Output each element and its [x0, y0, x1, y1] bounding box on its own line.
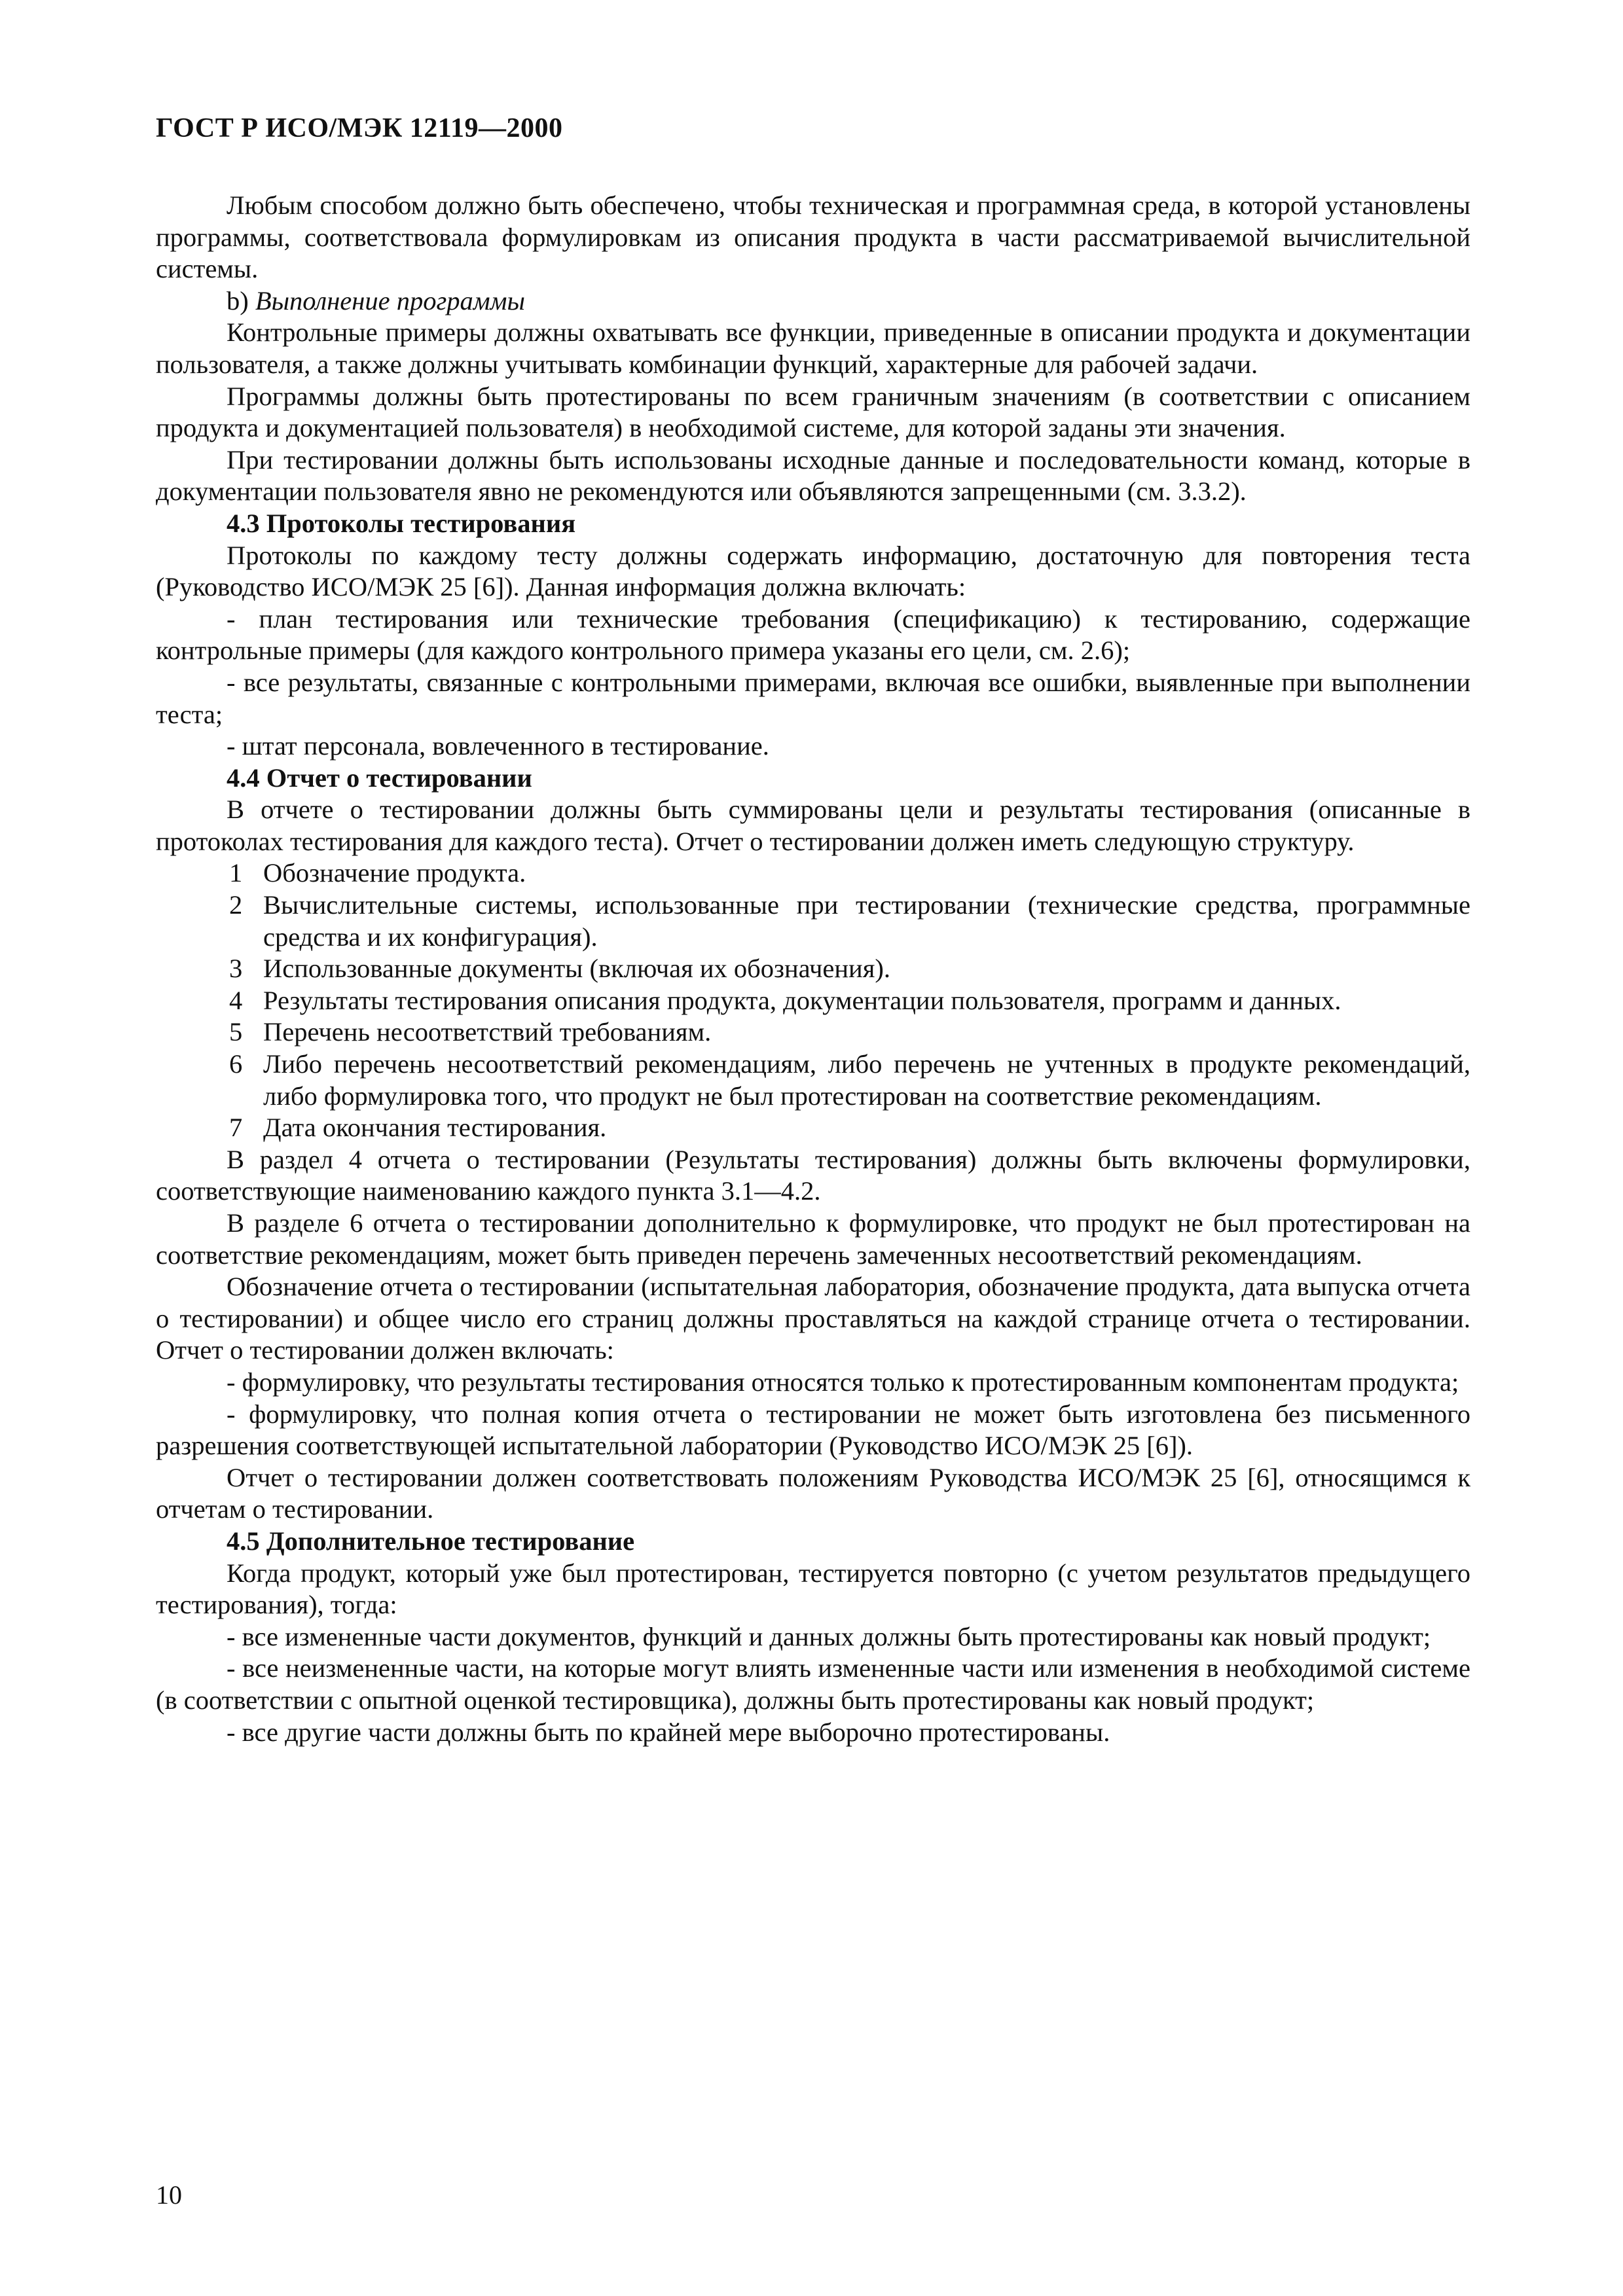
item-number: 1 — [229, 858, 243, 888]
item-text: Обозначение продукта. — [263, 858, 526, 888]
subsection-title: Выполнение программы — [255, 285, 525, 315]
subsection-label: b) — [227, 285, 249, 315]
dash-item: - все другие части должны быть по крайней мере выборочно протестированы. — [227, 1717, 1110, 1747]
numbered-item — [156, 857, 1470, 889]
section-heading-4-4: 4.4 Отчет о тестировании — [227, 762, 532, 793]
paragraph: Любым способом должно быть обеспечено, чтобы техническая и программная среда, в которой установлены программы, соответствовала формулировкам из описания продукта в части рассматриваемой вычислительной системы. — [156, 190, 1470, 284]
item-text: Либо перечень несоответствий рекомендациям, либо перечень не учтенных в продукте рекомендаций, либо формулировка того, что продукт не был протестирован на соответствие рекомендациям. — [263, 1049, 1470, 1111]
item-text: Вычислительные системы, использованные при тестировании (технические средства, программные средства и их конфигурация). — [263, 890, 1470, 952]
item-text: Дата окончания тестирования. — [263, 1113, 607, 1143]
dash-item: - штат персонала, вовлеченного в тестирование. — [227, 731, 769, 761]
dash-item: - план тестирования или технические требования (спецификацию) к тестированию, содержащие контрольные примеры (для каждого контрольного примера указаны его цели, см. 2.6); — [156, 603, 1470, 666]
dash-item: - все неизмененные части, на которые могут влиять измененные части или изменения в необходимой системе (в соответствии с опытной оценкой тестировщика), должны быть протестированы как новый продукт; — [156, 1653, 1470, 1715]
paragraph: Программы должны быть протестированы по всем граничным значениям (в соответствии с описанием продукта и документацией пользователя) в необходимой системе, для которой заданы эти значения. — [156, 381, 1470, 443]
paragraph: В отчете о тестировании должны быть суммированы цели и результаты тестирования (описанные в протоколах тестирования для каждого теста). Отчет о тестировании должен иметь следующую структуру. — [156, 795, 1470, 856]
numbered-item — [156, 1112, 1470, 1144]
paragraph: В раздел 4 отчета о тестировании (Результаты тестирования) должны быть включены формулировки, соответствующие наименованию каждого пункта 3.1—4.2. — [156, 1144, 1470, 1206]
subsection-b — [156, 285, 1470, 317]
section-heading-4-3: 4.3 Протоколы тестирования — [227, 508, 576, 538]
section-heading-4-5: 4.5 Дополнительное тестирование — [227, 1526, 635, 1556]
item-text: Перечень несоответствий требованиям. — [263, 1017, 712, 1047]
dash-item: - все измененные части документов, функций и данных должны быть протестированы как новый продукт; — [227, 1621, 1431, 1651]
numbered-item — [156, 1049, 1470, 1112]
numbered-item — [156, 953, 1470, 985]
item-number: 7 — [229, 1113, 243, 1143]
paragraph: При тестировании должны быть использованы исходные данные и последовательности команд, которые в документации пользователя явно не рекомендуются или объявляются запрещенными (см. 3.3.2). — [156, 444, 1470, 507]
item-number: 3 — [229, 954, 243, 984]
paragraph: Отчет о тестировании должен соответствовать положениям Руководства ИСО/МЭК 25 [6], относящимся к отчетам о тестировании. — [156, 1462, 1470, 1524]
paragraph: Обозначение отчета о тестировании (испытательная лаборатория, обозначение продукта, дата выпуска отчета о тестировании) и общее число его страниц должны проставляться на каждой странице отчета о тестировании. Отчет о тестировании должен включать: — [156, 1272, 1470, 1365]
paragraph: Когда продукт, который уже был протестирован, тестируется повторно (с учетом результатов предыдущего тестирования), тогда: — [156, 1558, 1470, 1620]
dash-item: - все результаты, связанные с контрольными примерами, включая все ошибки, выявленные при выполнении теста; — [156, 667, 1470, 729]
numbered-item — [156, 1016, 1470, 1049]
item-number: 6 — [229, 1049, 243, 1079]
dash-item: - формулировку, что результаты тестирования относятся только к протестированным компонентам продукта; — [227, 1367, 1459, 1397]
item-text: Результаты тестирования описания продукта, документации пользователя, программ и данных. — [263, 985, 1341, 1015]
paragraph: Контрольные примеры должны охватывать все функции, приведенные в описании продукта и документации пользователя, а также должны учитывать комбинации функций, характерные для рабочей задачи. — [156, 317, 1470, 379]
dash-item: - формулировку, что полная копия отчета о тестировании не может быть изготовлена без письменного разрешения соответствующей испытательной лаборатории (Руководство ИСО/МЭК 25 [6]). — [156, 1399, 1470, 1461]
item-number: 5 — [229, 1017, 243, 1047]
document-header: ГОСТ Р ИСО/МЭК 12119—2000 — [156, 113, 563, 143]
paragraph: Протоколы по каждому тесту должны содержать информацию, достаточную для повторения теста (Руководство ИСО/МЭК 25 [6]). Данная информация должна включать: — [156, 540, 1470, 602]
item-number: 4 — [229, 985, 243, 1015]
document-body — [156, 190, 1470, 1748]
item-number: 2 — [229, 890, 243, 920]
page-number: 10 — [156, 2180, 182, 2210]
numbered-item — [156, 985, 1470, 1017]
paragraph: В разделе 6 отчета о тестировании дополнительно к формулировке, что продукт не был протестирован на соответствие рекомендациям, может быть приведен перечень замеченных несоответствий рекомендациям. — [156, 1208, 1470, 1270]
numbered-item — [156, 889, 1470, 953]
item-text: Использованные документы (включая их обозначения). — [263, 954, 890, 984]
